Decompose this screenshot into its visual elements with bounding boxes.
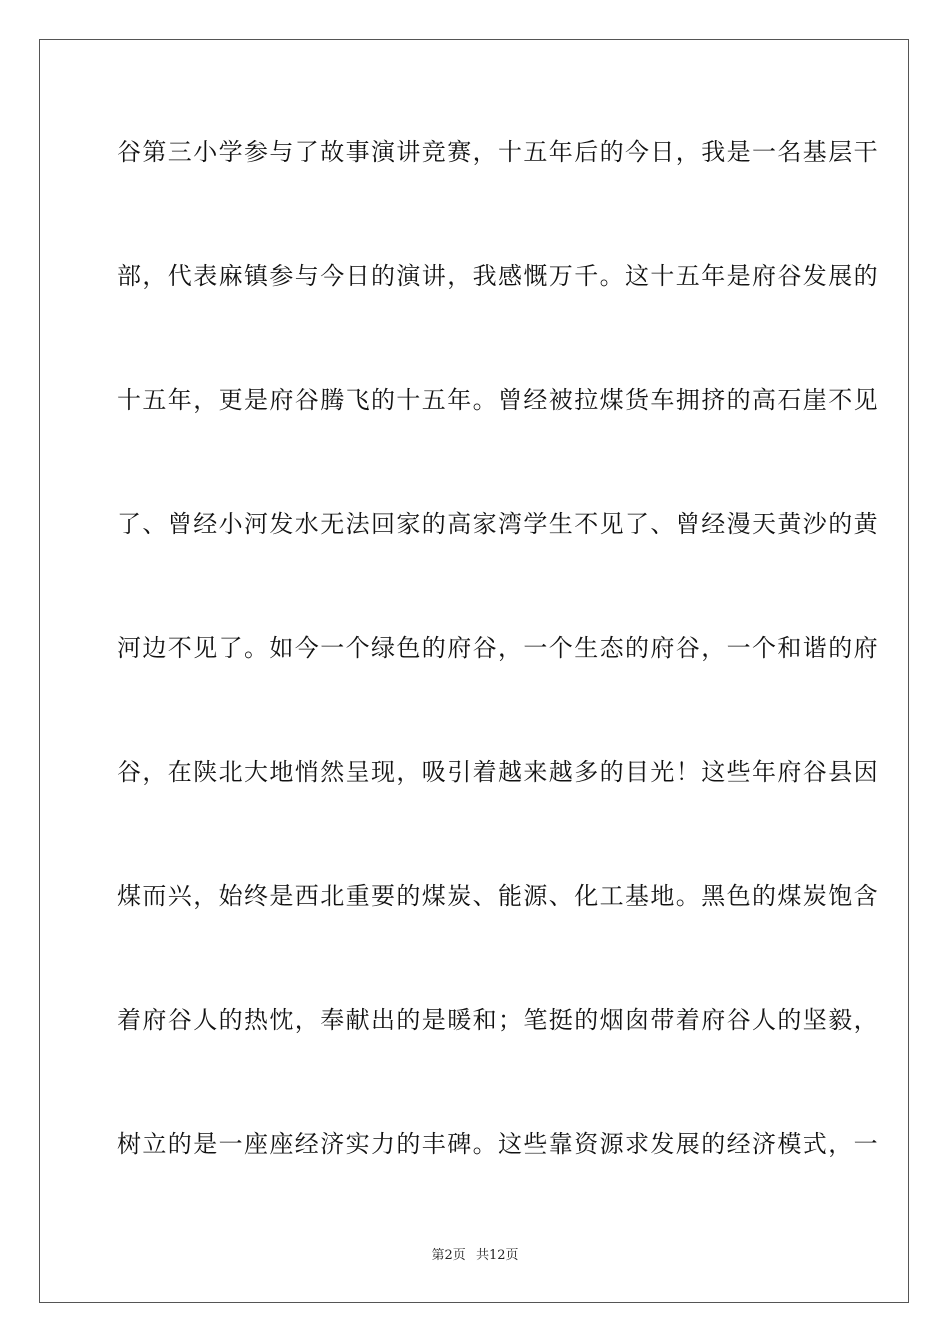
paragraph-line-8: 着府谷人的热忱，奉献出的是暖和；笔挺的烟囱带着府谷人的坚毅， bbox=[117, 1006, 879, 1034]
page-footer bbox=[0, 1247, 950, 1265]
paragraph-line-1: 谷第三小学参与了故事演讲竞赛，十五年后的今日，我是一名基层干 bbox=[117, 138, 879, 166]
page-border bbox=[39, 39, 909, 1303]
paragraph-line-6: 谷，在陕北大地悄然呈现，吸引着越来越多的目光！这些年府谷县因 bbox=[117, 758, 879, 786]
paragraph-line-2: 部，代表麻镇参与今日的演讲，我感慨万千。这十五年是府谷发展的 bbox=[117, 262, 879, 290]
paragraph-line-9: 树立的是一座座经济实力的丰碑。这些靠资源求发展的经济模式，一 bbox=[117, 1130, 879, 1158]
page-number: 第2页 bbox=[431, 1248, 466, 1263]
paragraph-line-4: 了、曾经小河发水无法回家的高家湾学生不见了、曾经漫天黄沙的黄 bbox=[117, 510, 879, 538]
paragraph-line-3: 十五年，更是府谷腾飞的十五年。曾经被拉煤货车拥挤的高石崖不见 bbox=[117, 386, 879, 414]
page-total: 共12页 bbox=[475, 1248, 519, 1263]
paragraph-line-7: 煤而兴，始终是西北重要的煤炭、能源、化工基地。黑色的煤炭饱含 bbox=[117, 882, 879, 910]
paragraph-line-5: 河边不见了。如今一个绿色的府谷，一个生态的府谷，一个和谐的府 bbox=[117, 634, 879, 662]
